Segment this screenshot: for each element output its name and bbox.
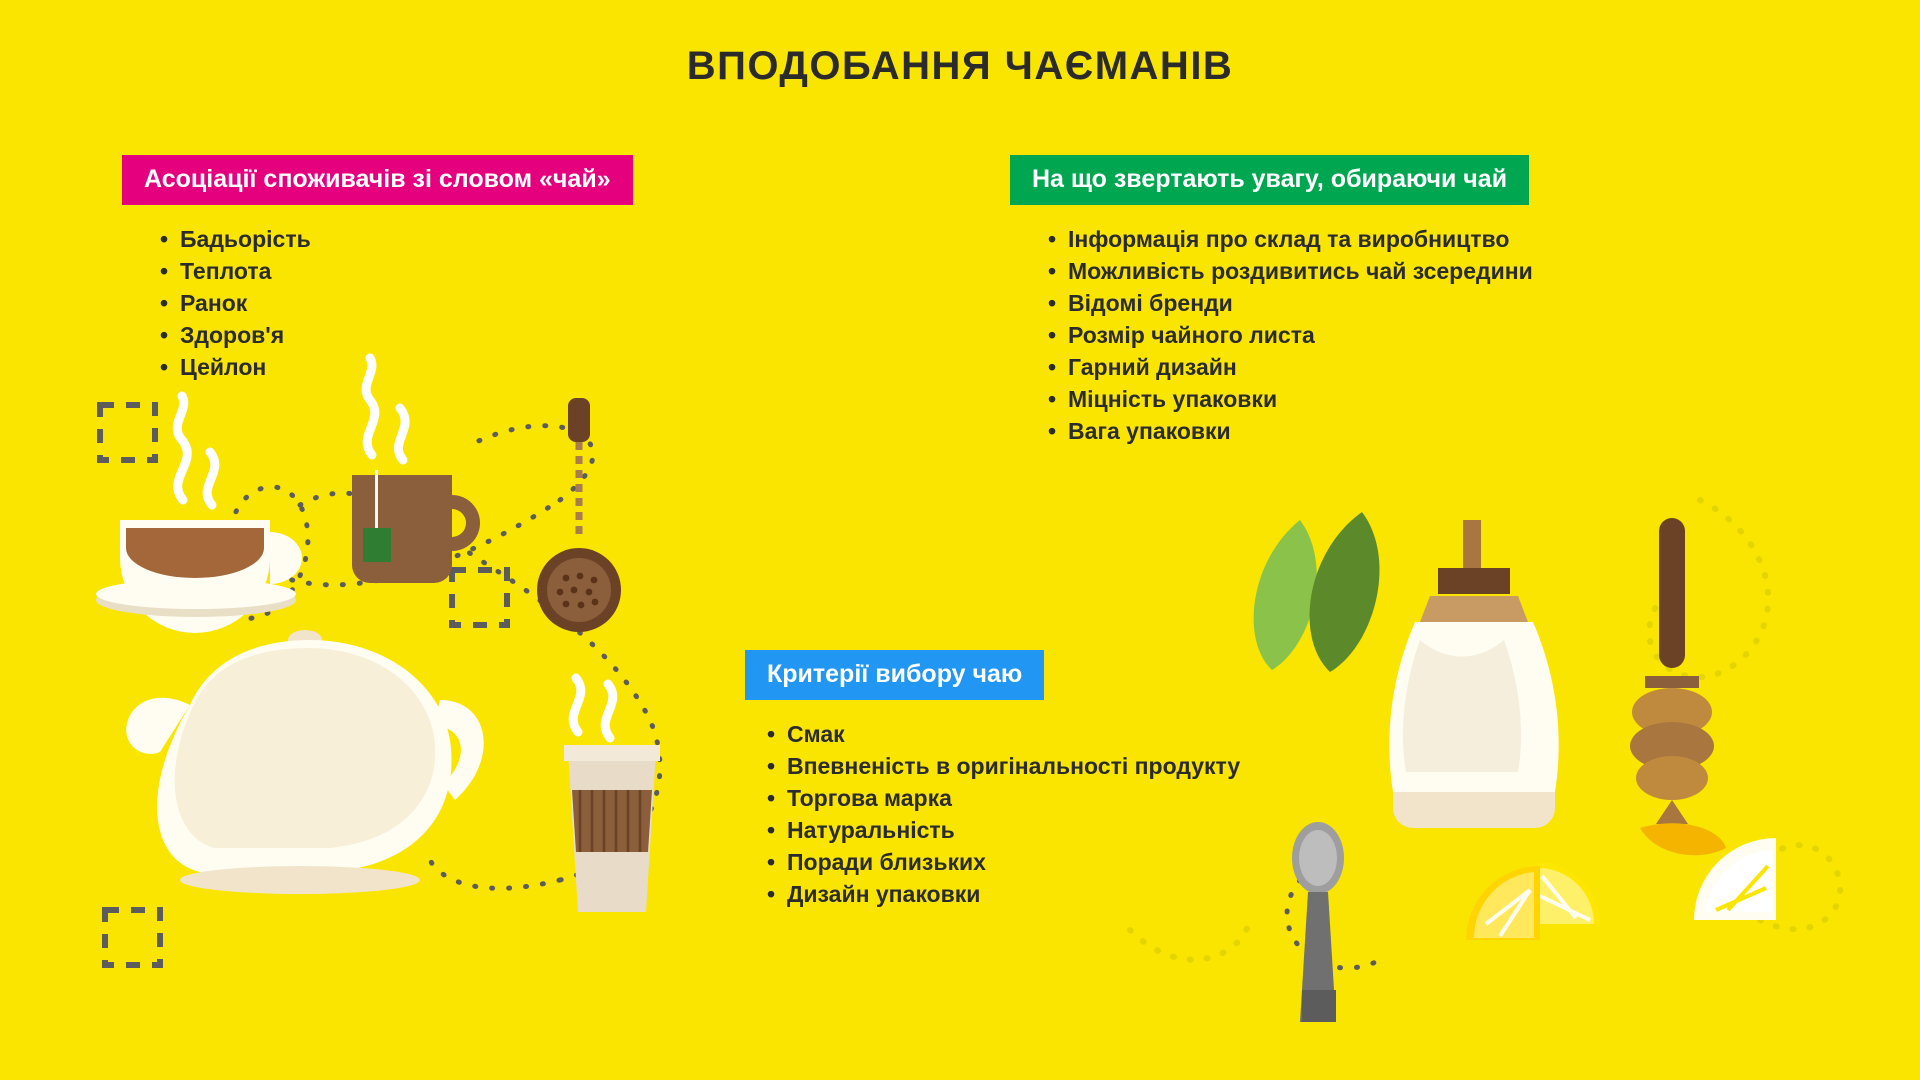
panel-attention-header: На що звертають увагу, обираючи чай [1010, 155, 1529, 205]
list-item: • Впевненість в оригінальності продукту [767, 750, 1240, 782]
panel-associations-header: Асоціації споживачів зі словом «чай» [122, 155, 633, 205]
panel-associations-list [122, 205, 633, 383]
list-item: • Ранок [160, 287, 633, 319]
list-item: • Теплота [160, 255, 633, 287]
sugar-jar-icon [1389, 520, 1558, 828]
paper-cup-icon [564, 745, 660, 912]
list-item: • Дизайн упаковки [767, 878, 1240, 910]
page-title: ВПОДОБАННЯ ЧАЄМАНІВ [686, 44, 1234, 88]
list-item: • Цейлон [160, 351, 633, 383]
list-item: • Бадьорість [160, 223, 633, 255]
teapot-icon [126, 630, 484, 894]
list-item: • Можливість роздивитись чай зсередини [1048, 255, 1533, 287]
panel-criteria-header: Критерії вибору чаю [745, 650, 1044, 700]
list-item: • Міцність упаковки [1048, 383, 1533, 415]
lemon-slice-icon [1466, 838, 1776, 940]
panel-associations [122, 155, 633, 383]
teacup-with-saucer-icon [96, 520, 302, 633]
list-item: • Здоров'я [160, 319, 633, 351]
panel-criteria [745, 650, 1240, 910]
honey-dipper-icon [1630, 518, 1726, 855]
tea-infuser-ball-icon [537, 398, 621, 632]
dotted-path-icon [1287, 880, 1380, 968]
spoon-icon [1292, 822, 1344, 1022]
panel-attention-list [1010, 205, 1533, 447]
panel-attention [1010, 155, 1533, 447]
list-item: • Гарний дизайн [1048, 351, 1533, 383]
list-item: • Смак [767, 718, 1240, 750]
panel-criteria-list [745, 700, 1240, 910]
list-item: • Інформація про склад та виробництво [1048, 223, 1533, 255]
list-item: • Відомі бренди [1048, 287, 1533, 319]
steam-icon [177, 396, 215, 505]
list-item: • Вага упаковки [1048, 415, 1533, 447]
dotted-path-icon [205, 426, 660, 889]
steam-icon [573, 678, 613, 738]
list-item: • Натуральність [767, 814, 1240, 846]
list-item: • Поради близьких [767, 846, 1240, 878]
list-item: • Розмір чайного листа [1048, 319, 1533, 351]
tea-leaves-icon [1254, 512, 1380, 672]
mug-with-teabag-icon [352, 470, 480, 583]
list-item: • Торгова марка [767, 782, 1240, 814]
dashed-square-icon [100, 405, 507, 965]
